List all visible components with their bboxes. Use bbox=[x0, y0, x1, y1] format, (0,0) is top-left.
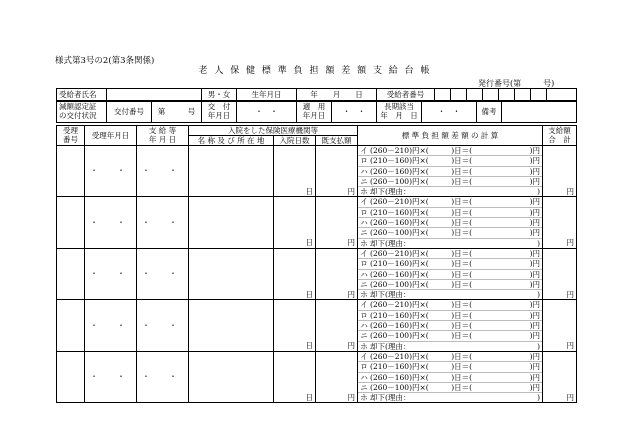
table-row bbox=[57, 197, 577, 248]
receipt-date-cell[interactable]: ・ ・ bbox=[85, 300, 137, 351]
hospital-name-cell[interactable] bbox=[189, 248, 274, 299]
recipient-no-label: 受給者番号 bbox=[377, 89, 435, 102]
calc-line bbox=[358, 289, 542, 299]
form-reference: 様式第3号の2(第3条関係) bbox=[55, 56, 155, 66]
calc-line-k: ホ bbox=[360, 238, 368, 248]
calc-line-k: ロ bbox=[360, 310, 368, 320]
amount-cell[interactable] bbox=[543, 300, 577, 351]
calc-line-y: )円 bbox=[529, 382, 541, 392]
calc-line bbox=[358, 352, 542, 361]
hospital-name-cell[interactable] bbox=[189, 146, 274, 197]
calc-line-t: (260－160)円×( )日＝( bbox=[370, 269, 473, 279]
col-paid: 既支払額 bbox=[316, 136, 358, 146]
calc-line-k: ニ bbox=[360, 279, 368, 289]
calc-line-y: ) bbox=[537, 393, 541, 403]
calc-line-t: 却下(理由： bbox=[370, 238, 411, 248]
calc-line bbox=[358, 372, 542, 382]
calc-line-y: )円 bbox=[529, 146, 541, 155]
remarks-field[interactable] bbox=[502, 101, 577, 123]
issue-date-label: 交 付 年月日 bbox=[202, 101, 237, 123]
calc-line-k: ホ bbox=[360, 341, 368, 351]
calc-cell[interactable] bbox=[358, 197, 543, 248]
calc-line-y: ) bbox=[537, 238, 541, 248]
calc-line bbox=[358, 258, 542, 268]
receipt-no-cell[interactable] bbox=[57, 248, 85, 299]
day-unit: 日 bbox=[305, 289, 313, 299]
calc-line-t: (210－160)円×( )日＝( bbox=[370, 310, 473, 320]
calc-line bbox=[358, 279, 542, 289]
calc-line-t: (260－210)円×( )日＝( bbox=[370, 300, 473, 310]
calc-line bbox=[358, 341, 542, 351]
col-days: 入院日数 bbox=[274, 136, 316, 146]
calc-line-k: ハ bbox=[360, 269, 368, 279]
pay-date-cell[interactable]: ・ ・ bbox=[137, 351, 189, 402]
calc-line-t: (260－100)円×( )日＝( bbox=[370, 279, 473, 289]
calc-line-k: ハ bbox=[360, 372, 368, 382]
issue-date-field[interactable]: ・ ・ bbox=[237, 101, 297, 123]
pay-date-cell[interactable]: ・ ・ bbox=[137, 197, 189, 248]
days-cell[interactable] bbox=[274, 146, 316, 197]
calc-line-t: (260－210)円×( )日＝( bbox=[370, 197, 473, 207]
hospital-name-cell[interactable] bbox=[189, 351, 274, 402]
calc-line bbox=[358, 197, 542, 206]
long-term-field[interactable]: ・ ・ bbox=[422, 101, 477, 123]
calc-line-t: (260－100)円×( )日＝( bbox=[370, 176, 473, 186]
yen-unit: 円 bbox=[347, 289, 356, 299]
amount-cell[interactable] bbox=[543, 351, 577, 402]
calc-line-t: (260－160)円×( )日＝( bbox=[370, 321, 473, 331]
yen-unit: 円 bbox=[347, 238, 356, 248]
calc-line bbox=[358, 207, 542, 217]
calc-line bbox=[358, 300, 542, 309]
calc-line-t: (260－100)円×( )日＝( bbox=[370, 228, 473, 238]
calc-line-y: )円 bbox=[529, 166, 541, 176]
form-title: 老 人 保 健 標 準 負 担 額 差 額 支 給 台 帳 bbox=[198, 66, 432, 76]
calc-line bbox=[358, 176, 542, 186]
table-row bbox=[57, 146, 577, 197]
calc-line bbox=[358, 249, 542, 258]
calc-line-k: ホ bbox=[360, 393, 368, 403]
calc-line-k: ハ bbox=[360, 321, 368, 331]
calc-line bbox=[358, 227, 542, 237]
calc-cell[interactable] bbox=[358, 146, 543, 197]
day-unit: 日 bbox=[305, 392, 313, 402]
calc-line-k: ニ bbox=[360, 176, 368, 186]
calc-line-y: )円 bbox=[529, 248, 541, 258]
calc-line bbox=[358, 330, 542, 340]
calc-line-y: )円 bbox=[529, 218, 541, 228]
birth-date-label: 生年月日 bbox=[237, 89, 297, 102]
calc-cell[interactable] bbox=[358, 300, 543, 351]
calc-line-t: (210－160)円×( )日＝( bbox=[370, 362, 473, 372]
calc-line-y: )円 bbox=[529, 372, 541, 382]
hospital-name-cell[interactable] bbox=[189, 300, 274, 351]
calc-line bbox=[358, 382, 542, 392]
days-cell[interactable] bbox=[274, 351, 316, 402]
yen-unit: 円 bbox=[566, 341, 575, 351]
calc-line-t: 却下(理由： bbox=[370, 187, 411, 197]
calc-line-k: ロ bbox=[360, 156, 368, 166]
calc-line-t: (210－160)円×( )日＝( bbox=[370, 207, 473, 217]
yen-unit: 円 bbox=[566, 392, 575, 402]
col-receipt-no: 受理 番号 bbox=[57, 126, 85, 146]
yen-unit: 円 bbox=[347, 186, 356, 196]
birth-date-field[interactable]: 年 月 日 bbox=[297, 89, 377, 102]
calc-line-k: ロ bbox=[360, 259, 368, 269]
paid-cell[interactable] bbox=[316, 146, 358, 197]
remarks-label: 備考 bbox=[477, 101, 502, 123]
issue-number-field[interactable]: 第 号 bbox=[152, 101, 202, 123]
calc-line-t: (260－100)円×( )日＝( bbox=[370, 331, 473, 341]
hospital-name-cell[interactable] bbox=[189, 197, 274, 248]
paid-cell[interactable] bbox=[316, 248, 358, 299]
receipt-date-cell[interactable]: ・ ・ bbox=[85, 351, 137, 402]
yen-unit: 円 bbox=[566, 186, 575, 196]
calc-line-y: )円 bbox=[529, 300, 541, 310]
calc-line-k: イ bbox=[360, 351, 368, 361]
pay-date-cell[interactable]: ・ ・ bbox=[137, 300, 189, 351]
calc-line-y: )円 bbox=[529, 321, 541, 331]
apply-date-field[interactable]: ・ ・ bbox=[332, 101, 377, 123]
yen-unit: 円 bbox=[347, 341, 356, 351]
calc-line-y: )円 bbox=[529, 331, 541, 341]
calc-line-k: ホ bbox=[360, 187, 368, 197]
certificate-table bbox=[56, 100, 577, 123]
calc-line-y: )円 bbox=[529, 269, 541, 279]
calc-line bbox=[358, 310, 542, 320]
calc-line-y: )円 bbox=[529, 259, 541, 269]
day-unit: 日 bbox=[305, 341, 313, 351]
calc-line-y: ) bbox=[537, 187, 541, 197]
paid-cell[interactable] bbox=[316, 300, 358, 351]
calc-line bbox=[358, 166, 542, 176]
table-row bbox=[57, 351, 577, 402]
calc-line-t: (260－160)円×( )日＝( bbox=[370, 166, 473, 176]
calc-line bbox=[358, 361, 542, 371]
calc-line-y: )円 bbox=[529, 207, 541, 217]
paid-cell[interactable] bbox=[316, 197, 358, 248]
receipt-date-cell[interactable]: ・ ・ bbox=[85, 248, 137, 299]
calc-line-k: ハ bbox=[360, 218, 368, 228]
col-calc: 標 準 負 担 額 差 額 の 計 算 bbox=[358, 126, 543, 146]
calc-cell[interactable] bbox=[358, 351, 543, 402]
days-cell[interactable] bbox=[274, 197, 316, 248]
table-row bbox=[57, 248, 577, 299]
calc-line-k: イ bbox=[360, 300, 368, 310]
amount-cell[interactable] bbox=[543, 248, 577, 299]
calc-line-y: )円 bbox=[529, 197, 541, 207]
col-hospital-group: 入院をした保険医療機関等 bbox=[189, 126, 358, 136]
paid-cell[interactable] bbox=[316, 351, 358, 402]
receipt-no-cell[interactable] bbox=[57, 197, 85, 248]
calc-line-t: (210－160)円×( )日＝( bbox=[370, 156, 473, 166]
calc-line-k: イ bbox=[360, 146, 368, 155]
yen-unit: 円 bbox=[566, 238, 575, 248]
calc-line bbox=[358, 217, 542, 227]
calc-line bbox=[358, 238, 542, 248]
calc-line bbox=[358, 146, 542, 155]
amount-cell[interactable] bbox=[543, 197, 577, 248]
calc-line-t: (210－160)円×( )日＝( bbox=[370, 259, 473, 269]
yen-unit: 円 bbox=[566, 289, 575, 299]
calc-line bbox=[358, 392, 542, 402]
issue-number-prefix: 発行番号(第 bbox=[478, 79, 522, 88]
recipient-name-label: 受給者氏名 bbox=[57, 89, 107, 102]
col-receipt-date: 受理年月日 bbox=[85, 126, 137, 146]
calc-line-t: 却下(理由： bbox=[370, 393, 411, 403]
receipt-no-cell[interactable] bbox=[57, 351, 85, 402]
calc-line-t: 却下(理由： bbox=[370, 290, 411, 300]
days-cell[interactable] bbox=[274, 248, 316, 299]
calc-line-y: )円 bbox=[529, 310, 541, 320]
calc-line-t: (260－210)円×( )日＝( bbox=[370, 146, 473, 155]
calc-line-k: イ bbox=[360, 197, 368, 207]
calc-line-k: ニ bbox=[360, 331, 368, 341]
calc-line-y: )円 bbox=[529, 279, 541, 289]
table-row bbox=[57, 300, 577, 351]
calc-line bbox=[358, 186, 542, 196]
calc-line-k: ハ bbox=[360, 166, 368, 176]
pay-date-cell[interactable]: ・ ・ bbox=[137, 146, 189, 197]
issue-number bbox=[478, 80, 554, 88]
certificate-label: 減額認定証 の交付状況 bbox=[57, 101, 107, 123]
col-pay-date: 支 給 等 年 月 日 bbox=[137, 126, 189, 146]
issue-number-suffix: 号) bbox=[543, 79, 555, 88]
calc-line-k: ロ bbox=[360, 207, 368, 217]
calc-line-t: (260－160)円×( )日＝( bbox=[370, 218, 473, 228]
calc-line bbox=[358, 155, 542, 165]
gender-selector[interactable]: 男・女 bbox=[202, 89, 237, 102]
calc-line-k: ニ bbox=[360, 228, 368, 238]
issue-number-label: 交付番号 bbox=[107, 101, 152, 123]
yen-unit: 円 bbox=[347, 392, 356, 402]
receipt-no-cell[interactable] bbox=[57, 146, 85, 197]
calc-line bbox=[358, 269, 542, 279]
calc-line-t: (260－160)円×( )日＝( bbox=[370, 372, 473, 382]
calc-line-k: イ bbox=[360, 248, 368, 258]
calc-line-t: (260－210)円×( )日＝( bbox=[370, 248, 473, 258]
col-hospital-name: 名 称 及 び 所 在 地 bbox=[189, 136, 274, 146]
long-term-label: 長期該当 年 月 日 bbox=[377, 101, 422, 123]
calc-line-y: )円 bbox=[529, 362, 541, 372]
day-unit: 日 bbox=[305, 186, 313, 196]
calc-line-y: )円 bbox=[529, 156, 541, 166]
calc-line bbox=[358, 320, 542, 330]
pay-date-cell[interactable]: ・ ・ bbox=[137, 248, 189, 299]
calc-line-y: )円 bbox=[529, 351, 541, 361]
calc-line-y: )円 bbox=[529, 176, 541, 186]
calc-line-k: ロ bbox=[360, 362, 368, 372]
calc-line-k: ホ bbox=[360, 290, 368, 300]
amount-cell[interactable] bbox=[543, 146, 577, 197]
day-unit: 日 bbox=[305, 238, 313, 248]
calc-line-t: (260－210)円×( )日＝( bbox=[370, 351, 473, 361]
receipt-date-cell[interactable]: ・ ・ bbox=[85, 197, 137, 248]
calc-cell[interactable] bbox=[358, 248, 543, 299]
days-cell[interactable] bbox=[274, 300, 316, 351]
calc-line-t: (260－100)円×( )日＝( bbox=[370, 382, 473, 392]
calc-line-k: ニ bbox=[360, 382, 368, 392]
calc-line-t: 却下(理由： bbox=[370, 341, 411, 351]
calc-line-y: ) bbox=[537, 290, 541, 300]
receipt-no-cell[interactable] bbox=[57, 300, 85, 351]
ledger-table bbox=[56, 125, 577, 403]
col-amount: 支給額 合 計 bbox=[543, 126, 577, 146]
apply-date-label: 適 用 年月日 bbox=[297, 101, 332, 123]
calc-line-y: ) bbox=[537, 341, 541, 351]
calc-line-y: )円 bbox=[529, 228, 541, 238]
receipt-date-cell[interactable]: ・ ・ bbox=[85, 146, 137, 197]
